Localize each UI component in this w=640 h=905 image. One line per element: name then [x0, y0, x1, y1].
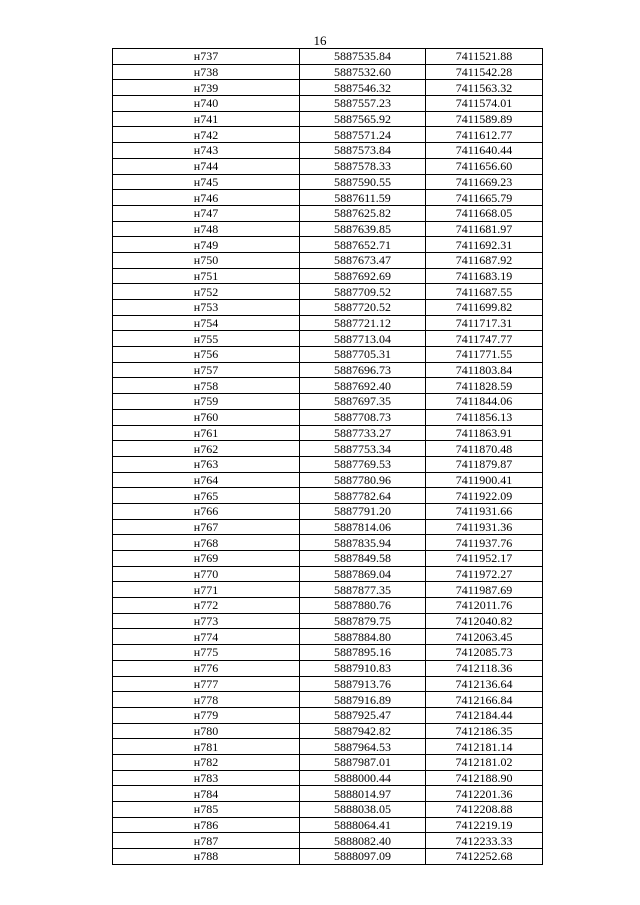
- point-id-cell: н778: [113, 692, 300, 708]
- x-coordinate-cell: 5888038.05: [300, 802, 426, 818]
- table-row: [113, 80, 543, 96]
- x-coordinate-cell: 5887590.55: [300, 174, 426, 190]
- x-coordinate-cell: 5887709.52: [300, 284, 426, 300]
- y-coordinate-cell: 7412118.36: [426, 660, 543, 676]
- point-id-cell: н784: [113, 786, 300, 802]
- y-coordinate-cell: 7412181.02: [426, 754, 543, 770]
- table-row: [113, 817, 543, 833]
- x-coordinate-cell: 5887869.04: [300, 566, 426, 582]
- x-coordinate-cell: 5887910.83: [300, 660, 426, 676]
- point-id-cell: н759: [113, 394, 300, 410]
- point-id-cell: н755: [113, 331, 300, 347]
- x-coordinate-cell: 5887708.73: [300, 409, 426, 425]
- coordinates-table-body: [113, 49, 543, 865]
- x-coordinate-cell: 5887571.24: [300, 127, 426, 143]
- y-coordinate-cell: 7412188.90: [426, 770, 543, 786]
- table-row: [113, 535, 543, 551]
- table-row: [113, 127, 543, 143]
- table-row: [113, 739, 543, 755]
- y-coordinate-cell: 7411668.05: [426, 205, 543, 221]
- table-row: [113, 394, 543, 410]
- table-row: [113, 158, 543, 174]
- table-row: [113, 754, 543, 770]
- x-coordinate-cell: 5887879.75: [300, 613, 426, 629]
- y-coordinate-cell: 7412186.35: [426, 723, 543, 739]
- y-coordinate-cell: 7411937.76: [426, 535, 543, 551]
- table-row: [113, 409, 543, 425]
- table-row: [113, 331, 543, 347]
- y-coordinate-cell: 7411574.01: [426, 96, 543, 112]
- x-coordinate-cell: 5887835.94: [300, 535, 426, 551]
- table-row: [113, 315, 543, 331]
- table-row: [113, 770, 543, 786]
- point-id-cell: н786: [113, 817, 300, 833]
- y-coordinate-cell: 7411687.92: [426, 252, 543, 268]
- y-coordinate-cell: 7411612.77: [426, 127, 543, 143]
- x-coordinate-cell: 5887753.34: [300, 441, 426, 457]
- y-coordinate-cell: 7411665.79: [426, 190, 543, 206]
- point-id-cell: н763: [113, 456, 300, 472]
- y-coordinate-cell: 7412201.36: [426, 786, 543, 802]
- y-coordinate-cell: 7411952.17: [426, 551, 543, 567]
- y-coordinate-cell: 7411699.82: [426, 300, 543, 316]
- point-id-cell: н743: [113, 143, 300, 159]
- x-coordinate-cell: 5887942.82: [300, 723, 426, 739]
- x-coordinate-cell: 5888064.41: [300, 817, 426, 833]
- y-coordinate-cell: 7411563.32: [426, 80, 543, 96]
- x-coordinate-cell: 5888097.09: [300, 849, 426, 865]
- point-id-cell: н744: [113, 158, 300, 174]
- y-coordinate-cell: 7411931.66: [426, 503, 543, 519]
- coordinates-table: [112, 48, 543, 865]
- point-id-cell: н769: [113, 551, 300, 567]
- y-coordinate-cell: 7411589.89: [426, 111, 543, 127]
- x-coordinate-cell: 5887964.53: [300, 739, 426, 755]
- table-row: [113, 425, 543, 441]
- x-coordinate-cell: 5887721.12: [300, 315, 426, 331]
- y-coordinate-cell: 7411863.91: [426, 425, 543, 441]
- point-id-cell: н746: [113, 190, 300, 206]
- point-id-cell: н773: [113, 613, 300, 629]
- y-coordinate-cell: 7411747.77: [426, 331, 543, 347]
- y-coordinate-cell: 7411844.06: [426, 394, 543, 410]
- point-id-cell: н758: [113, 378, 300, 394]
- point-id-cell: н775: [113, 645, 300, 661]
- y-coordinate-cell: 7411972.27: [426, 566, 543, 582]
- point-id-cell: н753: [113, 300, 300, 316]
- y-coordinate-cell: 7411931.36: [426, 519, 543, 535]
- point-id-cell: н747: [113, 205, 300, 221]
- x-coordinate-cell: 5887611.59: [300, 190, 426, 206]
- x-coordinate-cell: 5887625.82: [300, 205, 426, 221]
- table-row: [113, 519, 543, 535]
- x-coordinate-cell: 5887916.89: [300, 692, 426, 708]
- point-id-cell: н785: [113, 802, 300, 818]
- x-coordinate-cell: 5887696.73: [300, 362, 426, 378]
- point-id-cell: н777: [113, 676, 300, 692]
- x-coordinate-cell: 5887673.47: [300, 252, 426, 268]
- x-coordinate-cell: 5887692.40: [300, 378, 426, 394]
- point-id-cell: н774: [113, 629, 300, 645]
- point-id-cell: н783: [113, 770, 300, 786]
- y-coordinate-cell: 7412219.19: [426, 817, 543, 833]
- table-row: [113, 582, 543, 598]
- table-row: [113, 300, 543, 316]
- point-id-cell: н765: [113, 488, 300, 504]
- x-coordinate-cell: 5887913.76: [300, 676, 426, 692]
- x-coordinate-cell: 5887578.33: [300, 158, 426, 174]
- table-row: [113, 488, 543, 504]
- y-coordinate-cell: 7412208.88: [426, 802, 543, 818]
- point-id-cell: н738: [113, 64, 300, 80]
- table-row: [113, 111, 543, 127]
- point-id-cell: н748: [113, 221, 300, 237]
- point-id-cell: н752: [113, 284, 300, 300]
- x-coordinate-cell: 5887546.32: [300, 80, 426, 96]
- x-coordinate-cell: 5887733.27: [300, 425, 426, 441]
- x-coordinate-cell: 5887877.35: [300, 582, 426, 598]
- x-coordinate-cell: 5887782.64: [300, 488, 426, 504]
- page-number: 16: [313, 33, 327, 48]
- y-coordinate-cell: 7412040.82: [426, 613, 543, 629]
- point-id-cell: н768: [113, 535, 300, 551]
- table-row: [113, 237, 543, 253]
- table-row: [113, 707, 543, 723]
- table-row: [113, 613, 543, 629]
- point-id-cell: н754: [113, 315, 300, 331]
- table-row: [113, 205, 543, 221]
- x-coordinate-cell: 5887895.16: [300, 645, 426, 661]
- y-coordinate-cell: 7412184.44: [426, 707, 543, 723]
- y-coordinate-cell: 7411856.13: [426, 409, 543, 425]
- x-coordinate-cell: 5887697.35: [300, 394, 426, 410]
- point-id-cell: н781: [113, 739, 300, 755]
- table-row: [113, 645, 543, 661]
- x-coordinate-cell: 5887557.23: [300, 96, 426, 112]
- y-coordinate-cell: 7411521.88: [426, 49, 543, 65]
- y-coordinate-cell: 7411803.84: [426, 362, 543, 378]
- point-id-cell: н787: [113, 833, 300, 849]
- point-id-cell: н756: [113, 347, 300, 363]
- y-coordinate-cell: 7411687.55: [426, 284, 543, 300]
- table-row: [113, 598, 543, 614]
- table-row: [113, 723, 543, 739]
- x-coordinate-cell: 5887780.96: [300, 472, 426, 488]
- point-id-cell: н760: [113, 409, 300, 425]
- point-id-cell: н761: [113, 425, 300, 441]
- table-row: [113, 221, 543, 237]
- table-row: [113, 64, 543, 80]
- x-coordinate-cell: 5887884.80: [300, 629, 426, 645]
- x-coordinate-cell: 5888000.44: [300, 770, 426, 786]
- table-row: [113, 660, 543, 676]
- y-coordinate-cell: 7411692.31: [426, 237, 543, 253]
- table-row: [113, 849, 543, 865]
- table-row: [113, 347, 543, 363]
- y-coordinate-cell: 7412252.68: [426, 849, 543, 865]
- table-row: [113, 174, 543, 190]
- table-row: [113, 190, 543, 206]
- point-id-cell: н745: [113, 174, 300, 190]
- y-coordinate-cell: 7411681.97: [426, 221, 543, 237]
- point-id-cell: н741: [113, 111, 300, 127]
- point-id-cell: н764: [113, 472, 300, 488]
- x-coordinate-cell: 5887925.47: [300, 707, 426, 723]
- y-coordinate-cell: 7412136.64: [426, 676, 543, 692]
- x-coordinate-cell: 5888014.97: [300, 786, 426, 802]
- table-row: [113, 362, 543, 378]
- x-coordinate-cell: 5887713.04: [300, 331, 426, 347]
- point-id-cell: н766: [113, 503, 300, 519]
- point-id-cell: н749: [113, 237, 300, 253]
- table-row: [113, 503, 543, 519]
- point-id-cell: н780: [113, 723, 300, 739]
- point-id-cell: н770: [113, 566, 300, 582]
- point-id-cell: н750: [113, 252, 300, 268]
- y-coordinate-cell: 7411717.31: [426, 315, 543, 331]
- table-row: [113, 441, 543, 457]
- point-id-cell: н767: [113, 519, 300, 535]
- point-id-cell: н737: [113, 49, 300, 65]
- point-id-cell: н742: [113, 127, 300, 143]
- y-coordinate-cell: 7412011.76: [426, 598, 543, 614]
- x-coordinate-cell: 5887720.52: [300, 300, 426, 316]
- y-coordinate-cell: 7411669.23: [426, 174, 543, 190]
- x-coordinate-cell: 5887849.58: [300, 551, 426, 567]
- table-row: [113, 456, 543, 472]
- table-row: [113, 284, 543, 300]
- x-coordinate-cell: 5887565.92: [300, 111, 426, 127]
- point-id-cell: н772: [113, 598, 300, 614]
- x-coordinate-cell: 5887532.60: [300, 64, 426, 80]
- y-coordinate-cell: 7411828.59: [426, 378, 543, 394]
- x-coordinate-cell: 5887769.53: [300, 456, 426, 472]
- table-row: [113, 566, 543, 582]
- y-coordinate-cell: 7411900.41: [426, 472, 543, 488]
- y-coordinate-cell: 7411656.60: [426, 158, 543, 174]
- table-row: [113, 786, 543, 802]
- table-row: [113, 268, 543, 284]
- x-coordinate-cell: 5887791.20: [300, 503, 426, 519]
- table-row: [113, 472, 543, 488]
- x-coordinate-cell: 5887652.71: [300, 237, 426, 253]
- y-coordinate-cell: 7411922.09: [426, 488, 543, 504]
- y-coordinate-cell: 7412233.33: [426, 833, 543, 849]
- point-id-cell: н771: [113, 582, 300, 598]
- point-id-cell: н739: [113, 80, 300, 96]
- y-coordinate-cell: 7411640.44: [426, 143, 543, 159]
- table-row: [113, 833, 543, 849]
- x-coordinate-cell: 5887535.84: [300, 49, 426, 65]
- x-coordinate-cell: 5888082.40: [300, 833, 426, 849]
- x-coordinate-cell: 5887987.01: [300, 754, 426, 770]
- x-coordinate-cell: 5887880.76: [300, 598, 426, 614]
- point-id-cell: н762: [113, 441, 300, 457]
- y-coordinate-cell: 7412085.73: [426, 645, 543, 661]
- point-id-cell: н782: [113, 754, 300, 770]
- point-id-cell: н788: [113, 849, 300, 865]
- table-row: [113, 96, 543, 112]
- table-row: [113, 692, 543, 708]
- table-row: [113, 252, 543, 268]
- table-row: [113, 551, 543, 567]
- point-id-cell: н740: [113, 96, 300, 112]
- y-coordinate-cell: 7411870.48: [426, 441, 543, 457]
- y-coordinate-cell: 7411987.69: [426, 582, 543, 598]
- point-id-cell: н779: [113, 707, 300, 723]
- y-coordinate-cell: 7411879.87: [426, 456, 543, 472]
- y-coordinate-cell: 7412063.45: [426, 629, 543, 645]
- y-coordinate-cell: 7411683.19: [426, 268, 543, 284]
- table-row: [113, 378, 543, 394]
- table-row: [113, 802, 543, 818]
- y-coordinate-cell: 7411542.28: [426, 64, 543, 80]
- x-coordinate-cell: 5887692.69: [300, 268, 426, 284]
- x-coordinate-cell: 5887814.06: [300, 519, 426, 535]
- table-row: [113, 143, 543, 159]
- point-id-cell: н776: [113, 660, 300, 676]
- table-row: [113, 49, 543, 65]
- x-coordinate-cell: 5887639.85: [300, 221, 426, 237]
- y-coordinate-cell: 7412166.84: [426, 692, 543, 708]
- y-coordinate-cell: 7411771.55: [426, 347, 543, 363]
- table-row: [113, 629, 543, 645]
- table-row: [113, 676, 543, 692]
- y-coordinate-cell: 7412181.14: [426, 739, 543, 755]
- x-coordinate-cell: 5887573.84: [300, 143, 426, 159]
- x-coordinate-cell: 5887705.31: [300, 347, 426, 363]
- point-id-cell: н751: [113, 268, 300, 284]
- point-id-cell: н757: [113, 362, 300, 378]
